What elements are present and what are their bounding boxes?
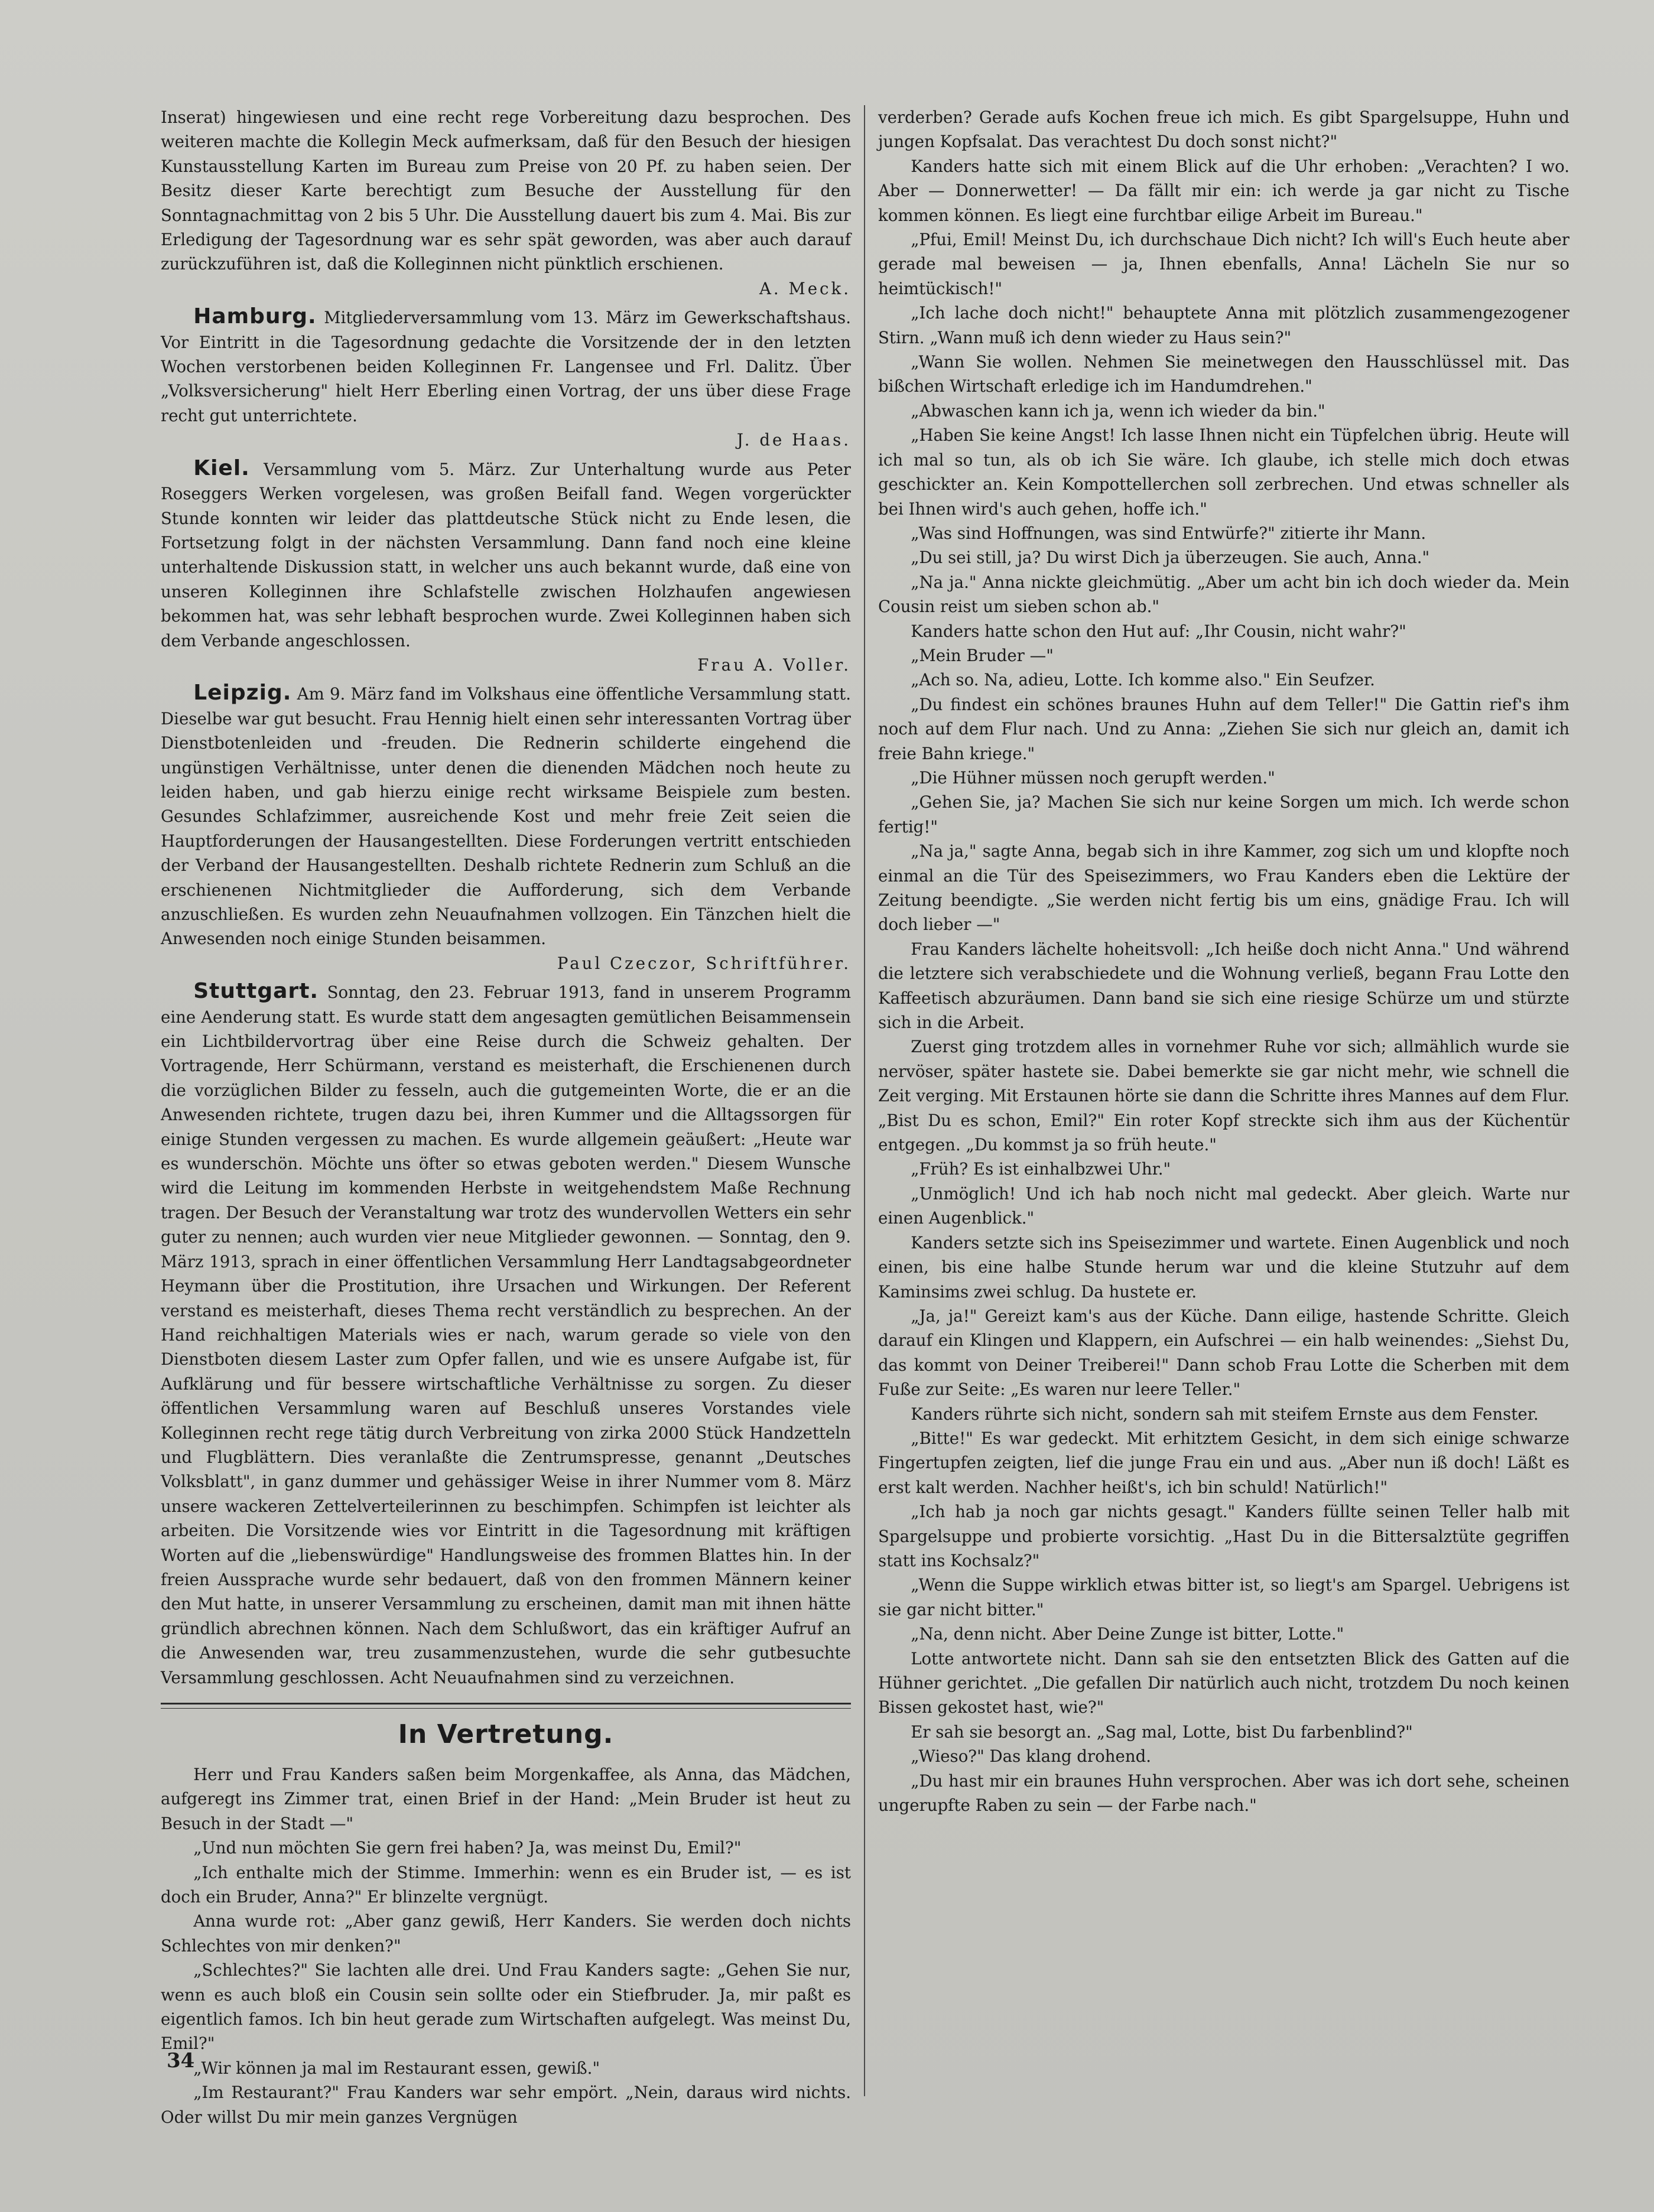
story-paragraph: „Früh? Es ist einhalbzwei Uhr." <box>911 1159 1171 1179</box>
story-paragraph: „Bitte!" Es war gedeckt. Mit erhitztem Gesicht, in dem sich einige schwarze Fingertupfen zeigten, lief die junge Frau ein und aus. „Aber nun iß doch! Läßt es erst kalt werden. Nachher heißt's, ich bin schuld! Natürlich!" <box>878 1428 1569 1497</box>
story-paragraph: „Ich hab ja noch gar nichts gesagt." Kanders füllte seinen Teller halb mit Spargelsuppe und probierte vorsichtig. „Hast Du in die Bittersalztüte gegriffen statt ins Kochsalz?" <box>878 1502 1569 1570</box>
story-paragraph: „Mein Bruder —" <box>911 645 1054 665</box>
kiel-report <box>161 456 851 653</box>
stuttgart-heading: Stuttgart. <box>193 979 319 1004</box>
intro-signature: A. Meck. <box>759 278 851 298</box>
hamburg-heading: Hamburg. <box>193 304 317 329</box>
story-paragraph: Kanders hatte schon den Hut auf: „Ihr Cousin, nicht wahr?" <box>911 621 1406 641</box>
kiel-heading: Kiel. <box>193 456 250 480</box>
story-paragraph: „Wir können ja mal im Restaurant essen, gewiß." <box>193 2058 600 2078</box>
story-paragraph: „Im Restaurant?" Frau Kanders war sehr empört. „Nein, daraus wird nichts. Oder willst Du mir mein ganzes Vergnügen <box>161 2083 851 2127</box>
story-paragraph: Er sah sie besorgt an. „Sag mal, Lotte, bist Du farbenblind?" <box>911 1722 1413 1742</box>
story-paragraph: „Die Hühner müssen noch gerupft werden." <box>911 767 1275 788</box>
intro-paragraph: Inserat) hingewiesen und eine recht rege Vorbereitung dazu besprochen. Des weiteren machte die Kollegin Meck aufmerksam, daß für den Besuch der hiesigen Kunstausstellung Karten im Bureau zum Preise von 20 Pf. zu haben seien. Der Besitz dieser Karte berechtigt zum Besuche der Ausstellung für den Sonntagnachmittag von 2 bis 5 Uhr. Die Ausstellung dauert bis zum 4. Mai. Bis zur Erledigung der Tagesordnung war es sehr spät geworden, was aber auch darauf zurückzuführen ist, daß die Kolleginnen nicht pünktlich erschienen. <box>161 108 851 274</box>
stuttgart-text: Sonntag, den 23. Februar 1913, fand in unserem Programm eine Aenderung statt. Es wurde statt dem angesagten gemütlichen Beisammensein ein Lichtbildervortrag über eine Reise durch die Schweiz gehalten. Der Vortragende, Herr Schürmann, verstand es meisterhaft, die Erschienenen durch die vorzüglichen Bilder zu fesseln, auch die gutgemeinten Worte, die er an die Anwesenden richtete, trugen dazu bei, ihren Kummer und die Alltagssorgen für einige Stunden vergessen zu machen. Es wurde allgemein geäußert: „Heute war es wunderschön. Möchte uns öfter so etwas geboten werden." Diesem Wunsche wird die Leitung im kommenden Herbste in weitgehendstem Maße Rechnung tragen. Der Besuch der Veranstaltung war trotz des wundervollen Wetters ein sehr guter zu nennen; auch wurden vier neue Mitglieder gewonnen. — Sonntag, den 9. März 1913, sprach in einer öffentlichen Versammlung Herr Landtagsabgeordneter Heymann über die Prostitution, ihre Ursachen und Wirkungen. Der Referent verstand es meisterhaft, dieses Thema recht verständlich zu besprechen. An der Hand reichhaltigen Materials wies er nach, warum gerade so viele von den Dienstboten diesem Laster zum Opfer fallen, und wie es unsere Aufgabe ist, für Aufklärung und für bessere wirtschaftliche Verhältnisse zu sorgen. Zu dieser öffentlichen Versammlung waren auf Beschluß unseres Vorstandes viele Kolleginnen recht rege tätig durch Verbreitung von zirka 2000 Stück Handzetteln und Flugblättern. Dies veranlaßte die Zentrumspresse, genannt „Deutsches Volksblatt", in ganz dummer und gehässiger Weise in ihrer Nummer vom 8. März unsere wackeren Zettelverteilerinnen zu beschimpfen. Schimpfen ist leichter als arbeiten. Die Vorsitzende wies vor Eintritt in die Tagesordnung mit kräftigen Worten auf die „liebenswürdige" Handlungsweise des frommen Blattes hin. In der freien Aussprache wurde sehr bedauert, daß von den frommen Männern keiner den Mut hatte, in unserer Versammlung zu erscheinen, damit man mit ihnen hätte gründlich abrechnen können. Nach dem Schlußwort, das ein kräftiger Aufruf an die Anwesenden war, treu zusammenzustehen, wurde die sehr gutbesuchte Versammlung geschlossen. Acht Neuaufnahmen sind zu verzeichnen. <box>161 983 851 1687</box>
story-paragraph: „Und nun möchten Sie gern frei haben? Ja, was meinst Du, Emil?" <box>193 1838 742 1858</box>
story-paragraph: „Unmöglich! Und ich hab noch nicht mal gedeckt. Aber gleich. Warte nur einen Augenblick." <box>878 1183 1569 1228</box>
right-column <box>878 105 1569 2096</box>
story-paragraph: „Wieso?" Das klang drohend. <box>911 1746 1152 1767</box>
story-paragraph: verderben? Gerade aufs Kochen freue ich mich. Es gibt Spargelsuppe, Huhn und jungen Kopfsalat. Das verachtest Du doch sonst nicht?" <box>878 108 1569 152</box>
story-paragraph: Kanders setzte sich ins Speisezimmer und wartete. Einen Augenblick und noch einen, bis eine halbe Stunde herum war und die kleine Stutzuhr auf dem Kaminsims zwei schlug. Da hustete er. <box>878 1232 1569 1302</box>
story-paragraph: „Gehen Sie, ja? Machen Sie sich nur keine Sorgen um mich. Ich werde schon fertig!" <box>878 792 1569 837</box>
story-paragraph: „Ach so. Na, adieu, Lotte. Ich komme also." Ein Seufzer. <box>911 670 1375 690</box>
story-paragraph: „Na ja." Anna nickte gleichmütig. „Aber um acht bin ich doch wieder da. Mein Cousin reist um sieben schon ab." <box>878 572 1569 617</box>
story-paragraph: „Wenn die Suppe wirklich etwas bitter ist, so liegt's am Spargel. Uebrigens ist sie gar nicht bitter." <box>878 1575 1569 1619</box>
kiel-signature: Frau A. Voller. <box>697 655 851 675</box>
leipzig-report <box>161 681 851 951</box>
story-paragraph: „Du hast mir ein braunes Huhn versprochen. Aber was ich dort sehe, scheinen ungerupfte Raben zu sein — der Farbe nach." <box>878 1771 1569 1816</box>
story-paragraph: „Na, denn nicht. Aber Deine Zunge ist bitter, Lotte." <box>911 1624 1344 1644</box>
story-paragraph: „Was sind Hoffnungen, was sind Entwürfe?" zitierte ihr Mann. <box>911 523 1426 543</box>
hamburg-report <box>161 304 851 428</box>
stuttgart-report <box>161 979 851 1690</box>
leipzig-signature: Paul Czeczor, Schriftführer. <box>557 953 851 973</box>
story-paragraph: Frau Kanders lächelte hoheitsvoll: „Ich heiße doch nicht Anna." Und während die letztere sich verabschiedete und die Wohnung verließ, begann Frau Lotte den Kaffeetisch abzuräumen. Dann band sie sich eine riesige Schürze um und stürzte sich in die Arbeit. <box>878 939 1569 1033</box>
story-paragraph: Anna wurde rot: „Aber ganz gewiß, Herr Kanders. Sie werden doch nichts Schlechtes von mir denken?" <box>161 1911 851 1956</box>
story-paragraph: Lotte antwortete nicht. Dann sah sie den entsetzten Blick des Gatten auf die Hühner gerichtet. „Die gefallen Dir natürlich auch nicht, trotzdem Du noch keinen Bissen gekostet hast, wie?" <box>878 1648 1569 1717</box>
story-paragraph: „Du sei still, ja? Du wirst Dich ja überzeugen. Sie auch, Anna." <box>911 548 1430 568</box>
kiel-text: Versammlung vom 5. März. Zur Unterhaltung wurde aus Peter Roseggers Werken vorgelesen, was großen Beifall fand. Wegen vorgerückter Stunde konnten wir leider das plattdeutsche Stück nicht zu Ende lesen, die Fortsetzung folgt in der nächsten Versammlung. Dann fand noch eine kleine unterhaltende Diskussion statt, in welcher uns auch bekannt wurde, daß eine von unseren Kolleginnen ihre Schlafstelle zwischen Holzhaufen angewiesen bekommen hat, was sehr lebhaft besprochen wurde. Zwei Kolleginnen haben sich dem Verbande angeschlossen. <box>161 459 852 650</box>
story-paragraph: „Ich lache doch nicht!" behauptete Anna mit plötzlich zusammengezogener Stirn. „Wann muß ich denn wieder zu Haus sein?" <box>878 303 1569 347</box>
story-paragraph: „Abwaschen kann ich ja, wenn ich wieder da bin." <box>911 401 1325 421</box>
story-paragraph: „Ich enthalte mich der Stimme. Immerhin: wenn es ein Bruder ist, — es ist doch ein Bruder, Anna?" Er blinzelte vergnügt. <box>161 1862 851 1907</box>
story-paragraph: Zuerst ging trotzdem alles in vornehmer Ruhe vor sich; allmählich wurde sie nervöser, später hastete sie. Dabei bemerkte sie gar nicht mehr, wie schnell die Zeit verging. Mit Erstaunen hörte sie dann die Schritte ihres Mannes auf dem Flur. „Bist Du es schon, Emil?" Ein roter Kopf streckte sich ihm aus der Küchentür entgegen. „Du kommst ja so früh heute." <box>878 1037 1569 1155</box>
leipzig-text: Am 9. März fand im Volkshaus eine öffentliche Versammlung statt. Dieselbe war gut besucht. Frau Hennig hielt einen sehr interessanten Vortrag über Dienstbotenleiden und -freuden. Die Rednerin schilderte eingehend die ungünstigen Verhältnisse, unter denen die dienenden Mädchen noch heute zu leiden haben, und gab hierzu einige recht wirksame Beispiele zum besten. Gesundes Schlafzimmer, ausreichende Kost und mehr freie Zeit seien die Hauptforderungen der Hausangestellten. Diese Forderungen vertritt entschieden der Verband der Hausangestellten. Deshalb richtete Rednerin zum Schluß an die erschienenen Nichtmitglieder die Aufforderung, sich dem Verbande anzuschließen. Es wurden zehn Neuaufnahmen vollzogen. Ein Tänzchen hielt die Anwesenden noch einige Stunden beisammen. <box>161 684 851 949</box>
section-divider <box>161 1703 851 1709</box>
leipzig-heading: Leipzig. <box>193 681 292 705</box>
column-rule <box>864 105 865 2096</box>
hamburg-text: Mitgliederversammlung vom 13. März im Gewerkschaftshaus. Vor Eintritt in die Tagesordnung gedachte die Vorsitzende der in den letzten Wochen verstorbenen beiden Kolleginnen Fr. Langensee und Frl. Dalitz. Über „Volksversicherung" hielt Herr Eberling einen Vortrag, der uns über diese Frage recht gut unterrichtete. <box>161 308 851 425</box>
story-paragraph: „Ja, ja!" Gereizt kam's aus der Küche. Dann eilige, hastende Schritte. Gleich darauf ein Klingen und Klappern, ein Aufschrei — ein halb weinendes: „Siehst Du, das kommt von Deiner Treiberei!" Dann schob Frau Lotte die Scherben mit dem Fuße zur Seite: „Es waren nur leere Teller." <box>878 1306 1569 1400</box>
story-paragraph: Kanders rührte sich nicht, sondern sah mit steifem Ernste aus dem Fenster. <box>911 1404 1539 1424</box>
page-number: 34 <box>167 2049 195 2073</box>
story-paragraph: „Na ja," sagte Anna, begab sich in ihre Kammer, zog sich um und klopfte noch einmal an die Tür des Speisezimmers, wo Frau Kanders eben die Lektüre der Zeitung beendigte. „Sie werden nicht fertig bis um eins, gnädige Frau. Ich will doch lieber —" <box>878 841 1569 935</box>
story-paragraph: Herr und Frau Kanders saßen beim Morgenkaffee, als Anna, das Mädchen, aufgeregt ins Zimmer trat, einen Brief in der Hand: „Mein Bruder ist heut zu Besuch in der Stadt —" <box>161 1765 851 1833</box>
story-title: In Vertretung. <box>398 1719 614 1749</box>
left-column <box>161 105 852 2127</box>
hamburg-signature: J. de Haas. <box>736 430 851 450</box>
story-paragraph: „Du findest ein schönes braunes Huhn auf dem Teller!" Die Gattin rief's ihm noch auf dem Flur nach. Und zu Anna: „Ziehen Sie sich nur gleich an, damit ich freie Bahn kriege." <box>878 694 1569 763</box>
story-paragraph: „Haben Sie keine Angst! Ich lasse Ihnen nicht ein Tüpfelchen übrig. Heute will ich mal so tun, als ob ich Sie wäre. Ich glaube, ich stelle mich doch etwas geschickter an. Kein Kompottellerchen soll zerbrechen. Und etwas schneller als bei Ihnen wird's auch gehen, hoffe ich." <box>878 425 1569 519</box>
story-paragraph: Kanders hatte sich mit einem Blick auf die Uhr erhoben: „Verachten? I wo. Aber — Donnerwetter! — Da fällt mir ein: ich werde ja gar nicht zu Tische kommen können. Es liegt eine furchtbar eilige Arbeit im Bureau." <box>878 156 1569 225</box>
story-paragraph: „Pfui, Emil! Meinst Du, ich durchschaue Dich nicht? Ich will's Euch heute aber gerade mal beweisen — ja, Ihnen ebenfalls, Anna! Lächeln Sie nur so heimtückisch!" <box>878 230 1569 298</box>
story-paragraph: „Wann Sie wollen. Nehmen Sie meinetwegen den Hausschlüssel mit. Das bißchen Wirtschaft erledige ich im Handumdrehen." <box>878 352 1569 396</box>
story-paragraph: „Schlechtes?" Sie lachten alle drei. Und Frau Kanders sagte: „Gehen Sie nur, wenn es auch bloß ein Cousin sein sollte oder ein Stiefbruder. Ja, mir paßt es eigentlich famos. Ich bin heut gerade zum Wirtschaften aufgelegt. Was meinst Du, Emil?" <box>161 1960 851 2054</box>
